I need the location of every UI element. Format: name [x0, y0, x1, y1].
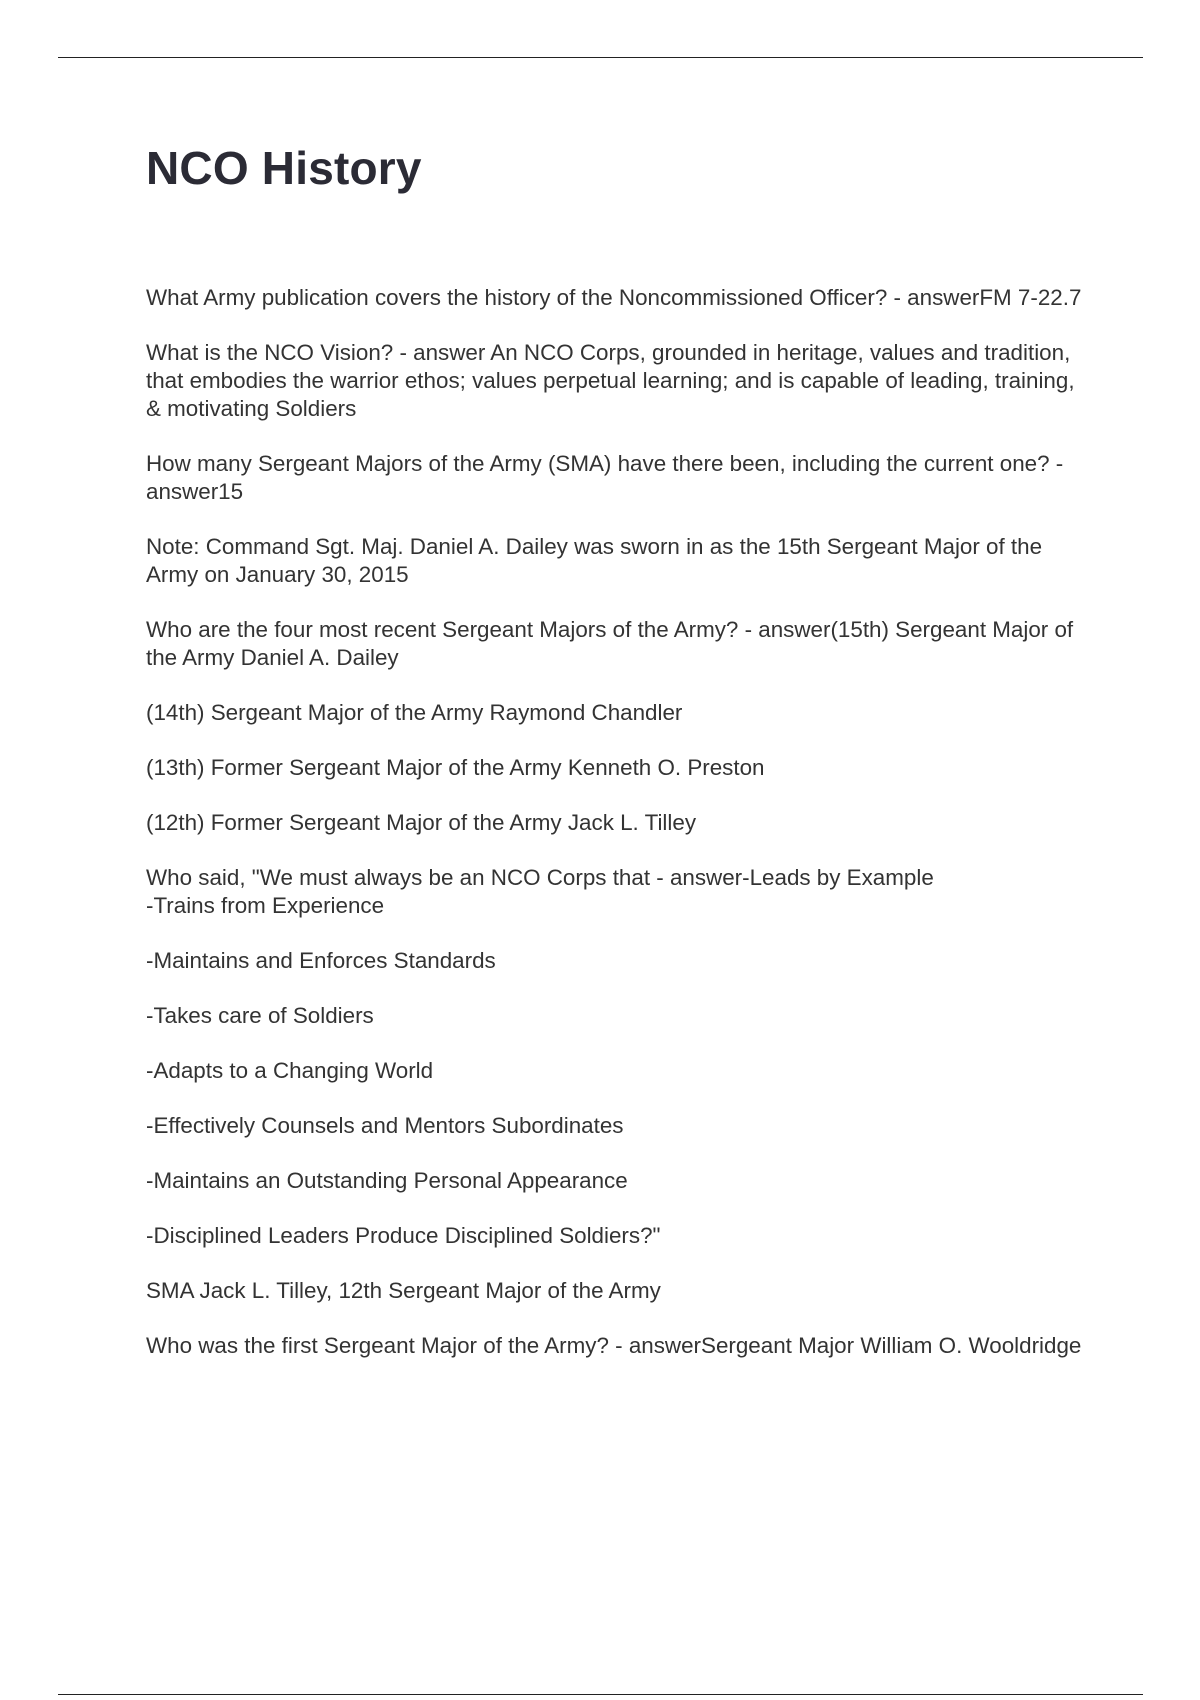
page-title: NCO History: [146, 142, 422, 194]
paragraph-note-dailey: Note: Command Sgt. Maj. Daniel A. Dailey was sworn in as the 15th Sergeant Major of the Army on January 30, 2015: [146, 534, 1043, 587]
paragraph-nco-vision: What is the NCO Vision? - answer An NCO Corps, grounded in heritage, values and tradition, that embodies the warrior ethos; values perpetual learning; and is capable of leading, training, & motivating Soldiers: [146, 340, 1075, 421]
paragraph-quote-adapts: -Adapts to a Changing World: [146, 1058, 434, 1083]
paragraph-14th-sma: (14th) Sergeant Major of the Army Raymond Chandler: [146, 700, 683, 725]
paragraph-sma-count: How many Sergeant Majors of the Army (SMA) have there been, including the current one? - answer15: [146, 451, 1064, 504]
bottom-rule: [58, 1694, 1143, 1695]
document-body: [146, 284, 1086, 1387]
paragraph-12th-sma: (12th) Former Sergeant Major of the Army Jack L. Tilley: [146, 810, 697, 835]
paragraph-first-sma: Who was the first Sergeant Major of the Army? - answerSergeant Major William O. Wooldridge: [146, 1333, 1082, 1358]
paragraph-quote-appearance: -Maintains an Outstanding Personal Appearance: [146, 1168, 628, 1193]
paragraph-13th-sma: (13th) Former Sergeant Major of the Army Kenneth O. Preston: [146, 755, 765, 780]
paragraph-quote-counsels: -Effectively Counsels and Mentors Subordinates: [146, 1113, 624, 1138]
paragraph-quote-disciplined: -Disciplined Leaders Produce Disciplined Soldiers?": [146, 1223, 661, 1248]
paragraph-quote-question: Who said, "We must always be an NCO Corps that - answer-Leads by Example -Trains from Experience: [146, 865, 934, 918]
paragraph-publication-question: What Army publication covers the history of the Noncommissioned Officer? - answerFM 7-22.7: [146, 285, 1082, 310]
paragraph-quote-attribution: SMA Jack L. Tilley, 12th Sergeant Major of the Army: [146, 1278, 661, 1303]
paragraph-recent-smas: Who are the four most recent Sergeant Majors of the Army? - answer(15th) Sergeant Major of the Army Daniel A. Dailey: [146, 617, 1074, 670]
paragraph-quote-standards: -Maintains and Enforces Standards: [146, 948, 496, 973]
paragraph-quote-soldiers: -Takes care of Soldiers: [146, 1003, 374, 1028]
top-rule: [58, 57, 1143, 58]
